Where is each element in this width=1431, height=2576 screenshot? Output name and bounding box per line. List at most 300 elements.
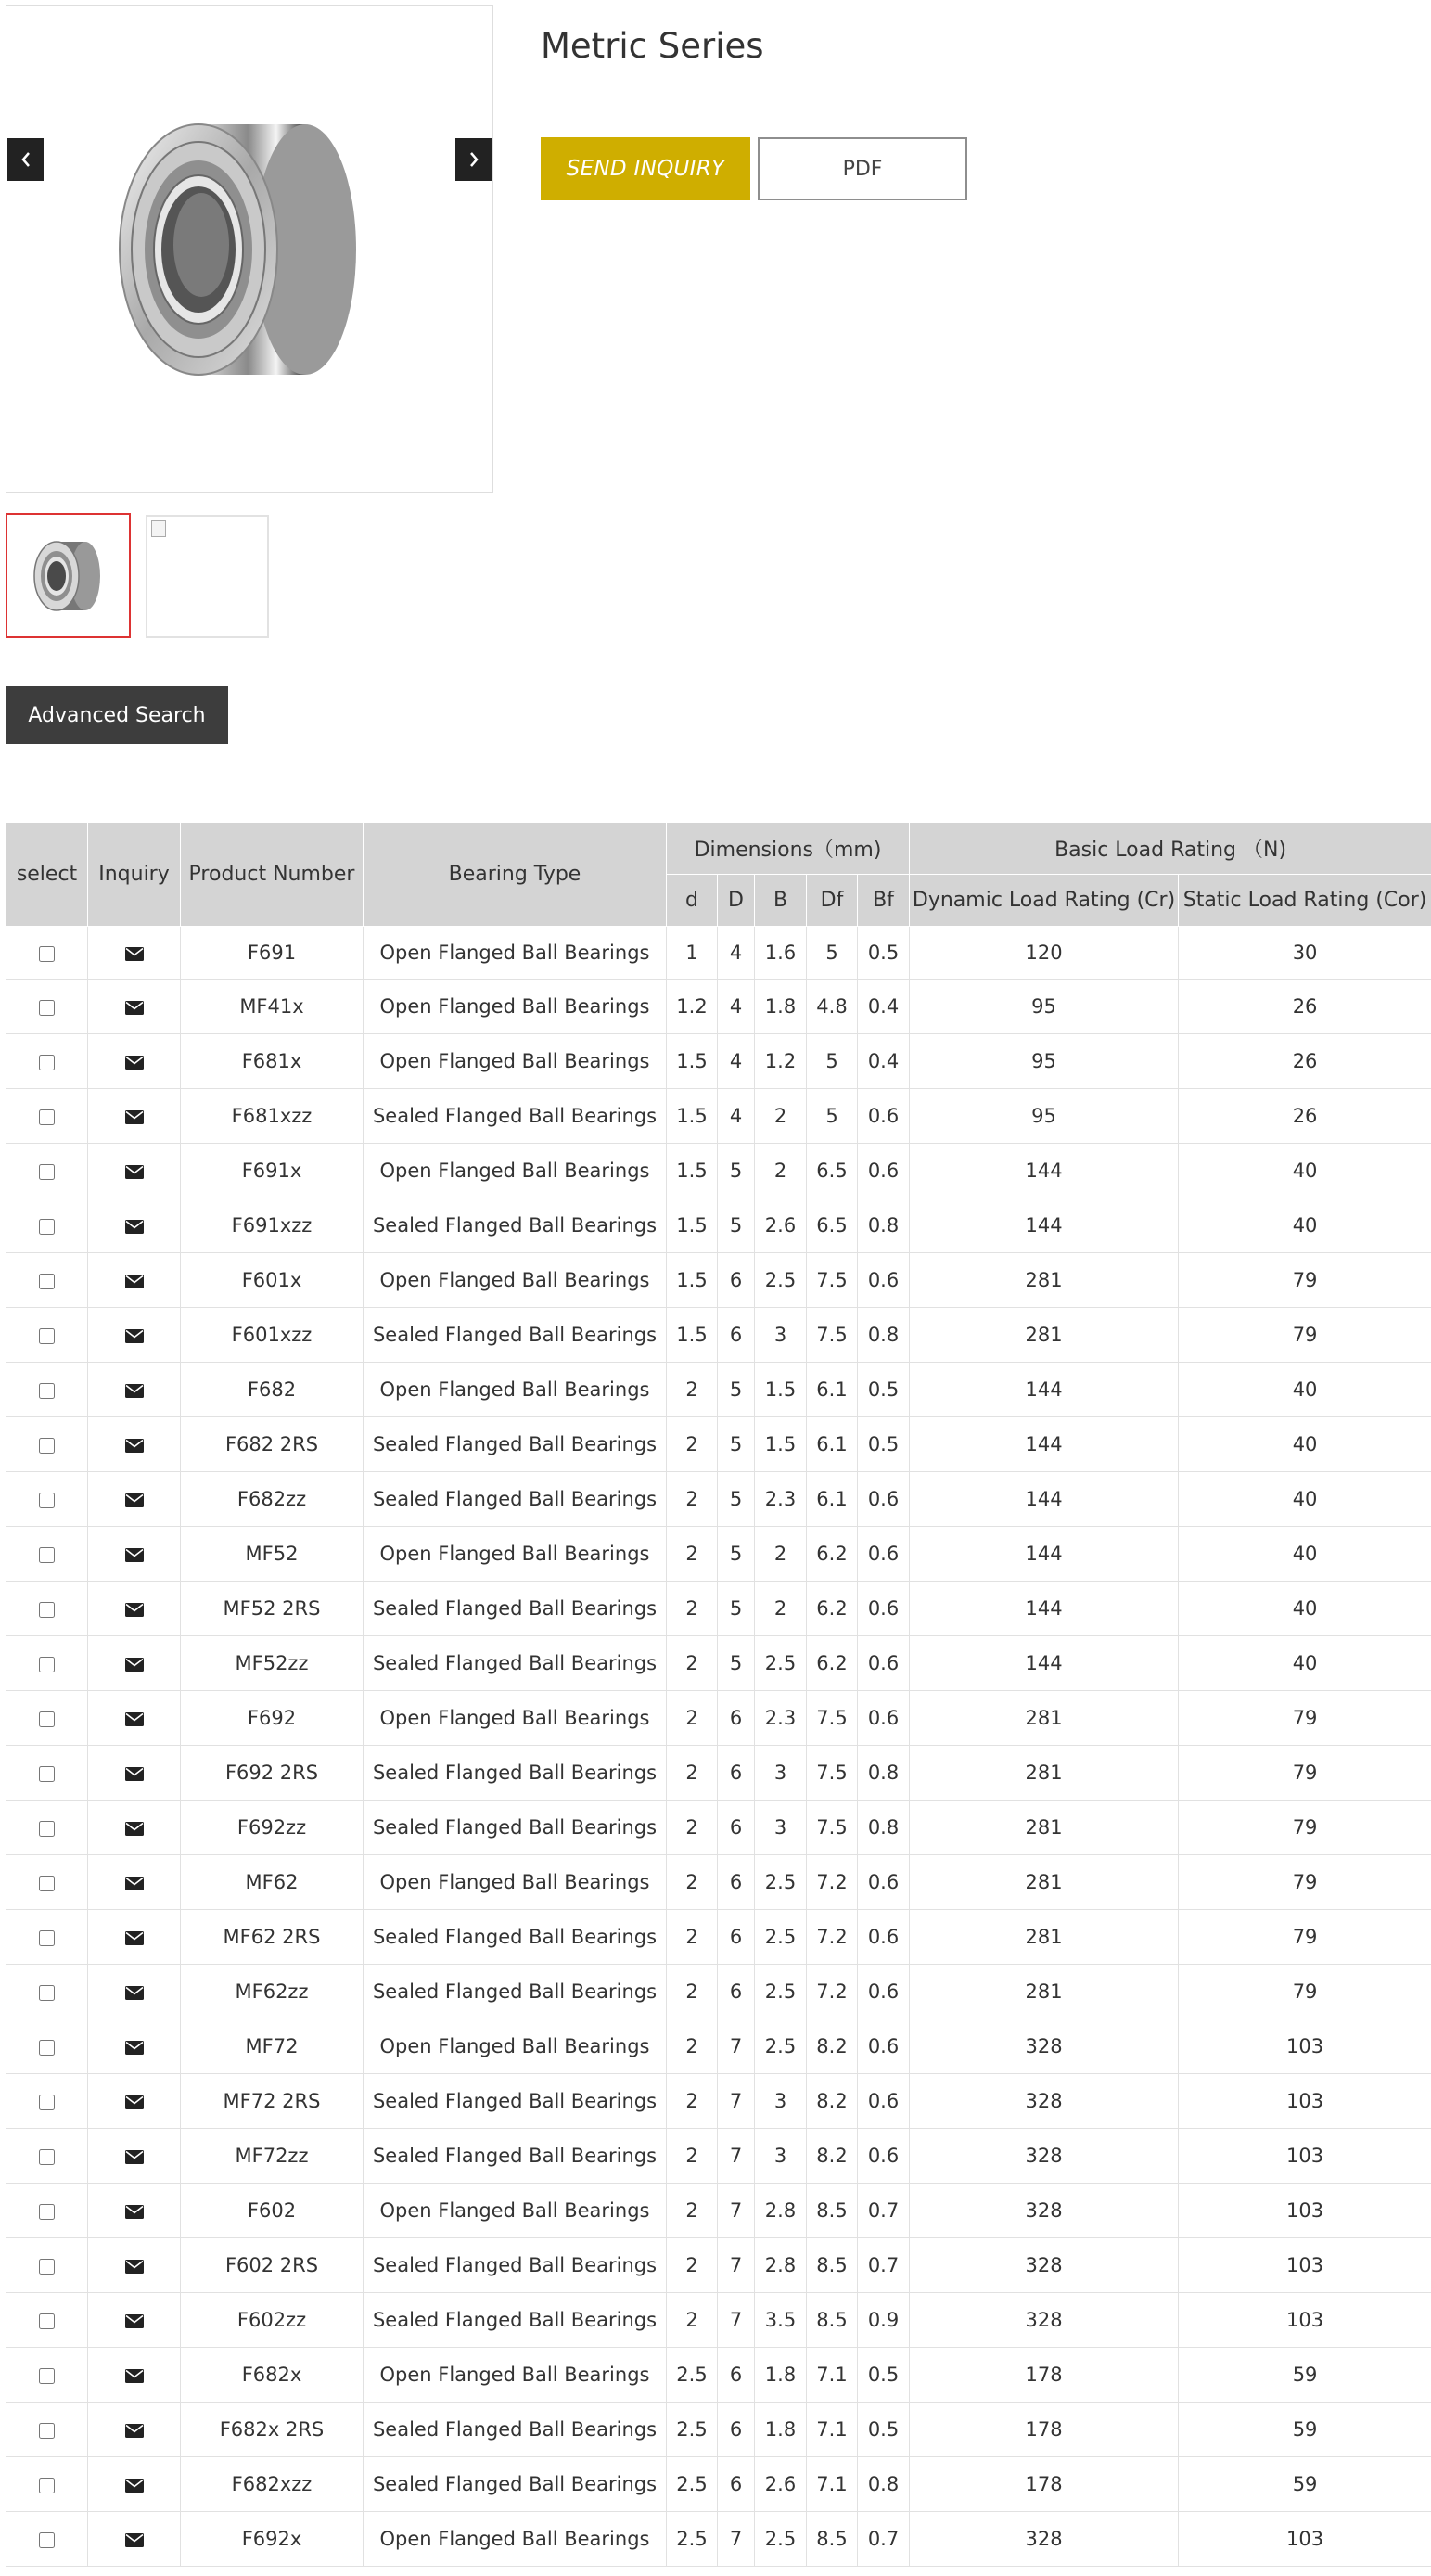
row-inquiry-button[interactable]: [125, 1050, 144, 1072]
cell-Bf: 0.6: [858, 1253, 910, 1308]
cell-select: [6, 1965, 88, 2019]
cell-dynamic-load: 120: [910, 927, 1179, 980]
cell-product-number: MF72 2RS: [181, 2074, 364, 2129]
cell-dynamic-load: 178: [910, 2457, 1179, 2512]
cell-dynamic-load: 281: [910, 1253, 1179, 1308]
envelope-icon: [125, 2150, 144, 2164]
cell-Df: 6.2: [807, 1527, 858, 1582]
cell-D: 5: [718, 1417, 755, 1472]
cell-inquiry[interactable]: [88, 2457, 181, 2512]
cell-select: [6, 1910, 88, 1965]
envelope-icon: [125, 2041, 144, 2055]
row-select-checkbox[interactable]: [39, 1821, 55, 1837]
thumbnail-2[interactable]: [146, 515, 269, 638]
cell-Df: 5: [807, 1089, 858, 1144]
cell-D: 6: [718, 1965, 755, 2019]
row-inquiry-button[interactable]: [125, 2145, 144, 2167]
cell-product-number: F682: [181, 1363, 364, 1417]
cell-inquiry[interactable]: [88, 1308, 181, 1363]
cell-inquiry[interactable]: [88, 2403, 181, 2457]
envelope-icon: [125, 1165, 144, 1179]
row-inquiry-button[interactable]: [125, 2364, 144, 2386]
cell-static-load: 103: [1179, 2238, 1431, 2293]
row-select-checkbox[interactable]: [39, 2040, 55, 2056]
cell-Bf: 0.6: [858, 1636, 910, 1691]
cell-inquiry[interactable]: [88, 1363, 181, 1417]
cell-B: 2.8: [755, 2184, 807, 2238]
envelope-icon: [125, 1110, 144, 1124]
cell-select: [6, 1308, 88, 1363]
envelope-icon: [125, 1931, 144, 1945]
row-select-checkbox[interactable]: [39, 1055, 55, 1070]
table-row: [6, 2184, 1431, 2238]
cell-D: 5: [718, 1582, 755, 1636]
cell-product-number: F682zz: [181, 1472, 364, 1527]
cell-select: [6, 1582, 88, 1636]
row-select-checkbox[interactable]: [39, 1164, 55, 1180]
thumbnail-1[interactable]: [6, 513, 131, 638]
cell-D: 5: [718, 1527, 755, 1582]
cell-select: [6, 2348, 88, 2403]
cell-static-load: 40: [1179, 1144, 1431, 1198]
row-inquiry-button[interactable]: [125, 2199, 144, 2222]
cell-static-load: 40: [1179, 1472, 1431, 1527]
cell-d: 2: [667, 1472, 718, 1527]
page-title: Metric Series: [541, 26, 764, 66]
cell-dynamic-load: 328: [910, 2512, 1179, 2567]
cell-D: 7: [718, 2074, 755, 2129]
cell-D: 5: [718, 1636, 755, 1691]
cell-inquiry[interactable]: [88, 2184, 181, 2238]
row-inquiry-button[interactable]: [125, 1597, 144, 1620]
cell-d: 2: [667, 1417, 718, 1472]
row-inquiry-button[interactable]: [125, 2309, 144, 2331]
cell-product-number: MF62: [181, 1855, 364, 1910]
cell-product-number: MF72zz: [181, 2129, 364, 2184]
bearing-product-photo: [110, 106, 379, 384]
cell-inquiry[interactable]: [88, 1910, 181, 1965]
cell-inquiry[interactable]: [88, 2129, 181, 2184]
row-select-checkbox[interactable]: [39, 2478, 55, 2493]
cell-bearing-type: Sealed Flanged Ball Bearings: [364, 1089, 667, 1144]
cell-inquiry[interactable]: [88, 2512, 181, 2567]
cell-inquiry[interactable]: [88, 2019, 181, 2074]
cell-B: 3.5: [755, 2293, 807, 2348]
row-inquiry-button[interactable]: [125, 2035, 144, 2057]
cell-static-load: 103: [1179, 2129, 1431, 2184]
row-select-checkbox[interactable]: [39, 946, 55, 962]
cell-bearing-type: Sealed Flanged Ball Bearings: [364, 1472, 667, 1527]
cell-bearing-type: Sealed Flanged Ball Bearings: [364, 2403, 667, 2457]
cell-inquiry[interactable]: [88, 1746, 181, 1801]
row-select-checkbox[interactable]: [39, 2423, 55, 2439]
cell-static-load: 79: [1179, 1801, 1431, 1855]
row-inquiry-button[interactable]: [125, 1926, 144, 1948]
envelope-icon: [125, 2260, 144, 2274]
row-inquiry-button[interactable]: [125, 1762, 144, 1784]
cell-d: 2.5: [667, 2403, 718, 2457]
cell-bearing-type: Open Flanged Ball Bearings: [364, 2184, 667, 2238]
cell-bearing-type: Open Flanged Ball Bearings: [364, 1691, 667, 1746]
cell-inquiry[interactable]: [88, 1144, 181, 1198]
cell-dynamic-load: 178: [910, 2403, 1179, 2457]
cell-inquiry[interactable]: [88, 1472, 181, 1527]
cell-Bf: 0.6: [858, 1527, 910, 1582]
cell-select: [6, 1527, 88, 1582]
row-select-checkbox[interactable]: [39, 1109, 55, 1125]
cell-d: 2: [667, 1910, 718, 1965]
cell-inquiry[interactable]: [88, 927, 181, 980]
cell-B: 1.5: [755, 1417, 807, 1472]
cell-product-number: F681xzz: [181, 1089, 364, 1144]
cell-D: 7: [718, 2293, 755, 2348]
table-row: [6, 2129, 1431, 2184]
row-select-checkbox[interactable]: [39, 1219, 55, 1235]
row-inquiry-button[interactable]: [125, 1378, 144, 1401]
broken-image-icon: [151, 520, 166, 537]
row-select-checkbox[interactable]: [39, 2095, 55, 2110]
header-select: select: [6, 823, 88, 927]
row-inquiry-button[interactable]: [125, 2090, 144, 2112]
carousel-next-button[interactable]: [455, 138, 492, 181]
cell-d: 1.5: [667, 1253, 718, 1308]
cell-product-number: F682xzz: [181, 2457, 364, 2512]
cell-dynamic-load: 281: [910, 1855, 1179, 1910]
cell-inquiry[interactable]: [88, 2074, 181, 2129]
cell-dynamic-load: 95: [910, 980, 1179, 1034]
row-inquiry-button[interactable]: [125, 1160, 144, 1182]
advanced-search-button[interactable]: Advanced Search: [6, 686, 228, 744]
cell-Bf: 0.6: [858, 1472, 910, 1527]
table-row: [6, 2457, 1431, 2512]
cell-d: 2: [667, 1855, 718, 1910]
cell-bearing-type: Open Flanged Ball Bearings: [364, 980, 667, 1034]
cell-Df: 7.5: [807, 1308, 858, 1363]
cell-d: 1.5: [667, 1198, 718, 1253]
cell-Df: 7.1: [807, 2457, 858, 2512]
cell-dynamic-load: 178: [910, 2348, 1179, 2403]
cell-d: 2: [667, 2184, 718, 2238]
cell-Df: 8.5: [807, 2238, 858, 2293]
row-select-checkbox[interactable]: [39, 1766, 55, 1782]
table-row: [6, 1363, 1431, 1417]
cell-inquiry[interactable]: [88, 2293, 181, 2348]
cell-inquiry[interactable]: [88, 1253, 181, 1308]
row-inquiry-button[interactable]: [125, 1105, 144, 1127]
row-inquiry-button[interactable]: [125, 1652, 144, 1674]
cell-d: 1.2: [667, 980, 718, 1034]
cell-dynamic-load: 328: [910, 2129, 1179, 2184]
cell-dynamic-load: 328: [910, 2184, 1179, 2238]
row-select-checkbox[interactable]: [39, 1711, 55, 1727]
cell-B: 2.8: [755, 2238, 807, 2293]
cell-B: 1.2: [755, 1034, 807, 1089]
table-row: [6, 1582, 1431, 1636]
cell-D: 7: [718, 2512, 755, 2567]
cell-D: 4: [718, 1089, 755, 1144]
cell-dynamic-load: 328: [910, 2074, 1179, 2129]
cell-B: 2.3: [755, 1691, 807, 1746]
cell-dynamic-load: 144: [910, 1144, 1179, 1198]
row-inquiry-button[interactable]: [125, 2254, 144, 2276]
envelope-icon: [125, 1001, 144, 1015]
cell-B: 1.6: [755, 927, 807, 980]
cell-dynamic-load: 144: [910, 1636, 1179, 1691]
row-select-checkbox[interactable]: [39, 1547, 55, 1563]
cell-static-load: 103: [1179, 2074, 1431, 2129]
cell-bearing-type: Open Flanged Ball Bearings: [364, 2348, 667, 2403]
cell-D: 7: [718, 2129, 755, 2184]
cell-inquiry[interactable]: [88, 1089, 181, 1144]
cell-product-number: F692: [181, 1691, 364, 1746]
cell-dynamic-load: 281: [910, 1691, 1179, 1746]
cell-bearing-type: Sealed Flanged Ball Bearings: [364, 2238, 667, 2293]
cell-static-load: 40: [1179, 1198, 1431, 1253]
table-row: [6, 1801, 1431, 1855]
table-row: [6, 1855, 1431, 1910]
row-select-checkbox[interactable]: [39, 1438, 55, 1454]
cell-d: 2: [667, 1965, 718, 2019]
cell-inquiry[interactable]: [88, 1801, 181, 1855]
cell-inquiry[interactable]: [88, 1198, 181, 1253]
bearing-thumbnail-photo: [32, 536, 106, 616]
cell-Bf: 0.8: [858, 1198, 910, 1253]
table-row: [6, 1965, 1431, 2019]
cell-product-number: F601x: [181, 1253, 364, 1308]
row-inquiry-button[interactable]: [125, 1816, 144, 1839]
cell-Df: 6.1: [807, 1417, 858, 1472]
cell-product-number: MF52zz: [181, 1636, 364, 1691]
row-inquiry-button[interactable]: [125, 1488, 144, 1510]
cell-static-load: 59: [1179, 2457, 1431, 2512]
cell-D: 5: [718, 1363, 755, 1417]
envelope-icon: [125, 947, 144, 961]
row-inquiry-button[interactable]: [125, 995, 144, 1018]
row-inquiry-button[interactable]: [125, 942, 144, 964]
row-inquiry-button[interactable]: [125, 1433, 144, 1455]
row-select-checkbox[interactable]: [39, 2149, 55, 2165]
cell-product-number: MF62zz: [181, 1965, 364, 2019]
cell-dynamic-load: 144: [910, 1417, 1179, 1472]
cell-B: 2.5: [755, 1965, 807, 2019]
product-main-image: [6, 5, 493, 493]
cell-D: 6: [718, 1253, 755, 1308]
cell-Bf: 0.4: [858, 1034, 910, 1089]
cell-Df: 6.1: [807, 1472, 858, 1527]
cell-static-load: 59: [1179, 2403, 1431, 2457]
table-row: [6, 1417, 1431, 1472]
cell-product-number: MF41x: [181, 980, 364, 1034]
row-select-checkbox[interactable]: [39, 1383, 55, 1399]
row-inquiry-button[interactable]: [125, 1707, 144, 1729]
cell-bearing-type: Sealed Flanged Ball Bearings: [364, 1636, 667, 1691]
carousel-prev-button[interactable]: [7, 138, 44, 181]
header-dynamic-load: Dynamic Load Rating (Cr): [910, 875, 1179, 927]
cell-bearing-type: Sealed Flanged Ball Bearings: [364, 1965, 667, 2019]
cell-d: 2: [667, 2074, 718, 2129]
cell-Df: 7.5: [807, 1801, 858, 1855]
row-inquiry-button[interactable]: [125, 1980, 144, 2003]
cell-bearing-type: Open Flanged Ball Bearings: [364, 1034, 667, 1089]
cell-D: 7: [718, 2238, 755, 2293]
cell-dynamic-load: 328: [910, 2293, 1179, 2348]
row-inquiry-button[interactable]: [125, 1269, 144, 1291]
cell-static-load: 79: [1179, 1855, 1431, 1910]
row-inquiry-button[interactable]: [125, 2528, 144, 2550]
cell-B: 2.5: [755, 1910, 807, 1965]
cell-static-load: 40: [1179, 1417, 1431, 1472]
cell-D: 6: [718, 1308, 755, 1363]
cell-select: [6, 2457, 88, 2512]
cell-d: 1.5: [667, 1308, 718, 1363]
cell-inquiry[interactable]: [88, 1965, 181, 2019]
cell-d: 2: [667, 1636, 718, 1691]
row-inquiry-button[interactable]: [125, 1543, 144, 1565]
cell-inquiry[interactable]: [88, 1034, 181, 1089]
cell-D: 6: [718, 2348, 755, 2403]
cell-static-load: 103: [1179, 2019, 1431, 2074]
row-select-checkbox[interactable]: [39, 2313, 55, 2329]
row-select-checkbox[interactable]: [39, 2204, 55, 2220]
cell-product-number: F682x 2RS: [181, 2403, 364, 2457]
cell-D: 7: [718, 2019, 755, 2074]
row-inquiry-button[interactable]: [125, 1214, 144, 1237]
cell-d: 1.5: [667, 1034, 718, 1089]
table-row: [6, 927, 1431, 980]
cell-bearing-type: Sealed Flanged Ball Bearings: [364, 2293, 667, 2348]
cell-D: 6: [718, 1691, 755, 1746]
cell-select: [6, 1801, 88, 1855]
envelope-icon: [125, 1712, 144, 1726]
cell-Df: 8.2: [807, 2019, 858, 2074]
cell-Bf: 0.6: [858, 1855, 910, 1910]
cell-d: 2.5: [667, 2512, 718, 2567]
cell-B: 1.8: [755, 2403, 807, 2457]
cell-inquiry[interactable]: [88, 2238, 181, 2293]
cell-Df: 5: [807, 927, 858, 980]
cell-Df: 7.2: [807, 1910, 858, 1965]
table-row: [6, 1089, 1431, 1144]
envelope-icon: [125, 1439, 144, 1453]
cell-product-number: F602: [181, 2184, 364, 2238]
cell-static-load: 79: [1179, 1746, 1431, 1801]
cell-Bf: 0.8: [858, 2457, 910, 2512]
cell-inquiry[interactable]: [88, 1855, 181, 1910]
cell-B: 2.6: [755, 1198, 807, 1253]
cell-dynamic-load: 281: [910, 1308, 1179, 1363]
cell-D: 5: [718, 1198, 755, 1253]
cell-dynamic-load: 281: [910, 1746, 1179, 1801]
cell-Bf: 0.8: [858, 1746, 910, 1801]
row-select-checkbox[interactable]: [39, 1930, 55, 1946]
cell-d: 1.5: [667, 1144, 718, 1198]
table-row: [6, 2293, 1431, 2348]
row-select-checkbox[interactable]: [39, 1657, 55, 1672]
cell-static-load: 79: [1179, 1965, 1431, 2019]
cell-d: 2: [667, 1582, 718, 1636]
cell-B: 2.3: [755, 1472, 807, 1527]
header-static-load: Static Load Rating (Cor): [1179, 875, 1431, 927]
cell-bearing-type: Open Flanged Ball Bearings: [364, 1253, 667, 1308]
envelope-icon: [125, 1658, 144, 1672]
header-bearing-type: Bearing Type: [364, 823, 667, 927]
cell-static-load: 79: [1179, 1691, 1431, 1746]
cell-inquiry[interactable]: [88, 2348, 181, 2403]
cell-inquiry[interactable]: [88, 980, 181, 1034]
cell-B: 2: [755, 1144, 807, 1198]
envelope-icon: [125, 1329, 144, 1343]
row-select-checkbox[interactable]: [39, 1985, 55, 2001]
row-select-checkbox[interactable]: [39, 1274, 55, 1289]
cell-B: 3: [755, 1801, 807, 1855]
row-inquiry-button[interactable]: [125, 1871, 144, 1893]
cell-inquiry[interactable]: [88, 1691, 181, 1746]
cell-static-load: 40: [1179, 1636, 1431, 1691]
header-Bf: Bf: [858, 875, 910, 927]
send-inquiry-button[interactable]: SEND INQUIRY: [541, 137, 750, 200]
row-select-checkbox[interactable]: [39, 1493, 55, 1508]
cell-select: [6, 1144, 88, 1198]
row-inquiry-button[interactable]: [125, 2473, 144, 2495]
row-select-checkbox[interactable]: [39, 1328, 55, 1344]
pdf-button[interactable]: PDF: [758, 137, 967, 200]
cell-inquiry[interactable]: [88, 1636, 181, 1691]
cell-inquiry[interactable]: [88, 1582, 181, 1636]
cell-static-load: 26: [1179, 1089, 1431, 1144]
cell-Bf: 0.5: [858, 1363, 910, 1417]
cell-select: [6, 2074, 88, 2129]
row-select-checkbox[interactable]: [39, 1000, 55, 1016]
cell-select: [6, 2184, 88, 2238]
row-inquiry-button[interactable]: [125, 2418, 144, 2441]
chevron-right-icon: [467, 150, 480, 169]
cell-D: 6: [718, 1910, 755, 1965]
row-select-checkbox[interactable]: [39, 2368, 55, 2384]
cell-bearing-type: Sealed Flanged Ball Bearings: [364, 1582, 667, 1636]
cell-Df: 6.5: [807, 1144, 858, 1198]
envelope-icon: [125, 1384, 144, 1398]
cell-Df: 8.2: [807, 2074, 858, 2129]
cell-Df: 7.1: [807, 2403, 858, 2457]
row-inquiry-button[interactable]: [125, 1324, 144, 1346]
cell-inquiry[interactable]: [88, 1417, 181, 1472]
cell-product-number: MF62 2RS: [181, 1910, 364, 1965]
envelope-icon: [125, 2479, 144, 2493]
cell-Df: 7.5: [807, 1746, 858, 1801]
cell-D: 4: [718, 927, 755, 980]
cell-bearing-type: Open Flanged Ball Bearings: [364, 1363, 667, 1417]
row-select-checkbox[interactable]: [39, 1876, 55, 1891]
cell-dynamic-load: 281: [910, 1801, 1179, 1855]
cell-product-number: F681x: [181, 1034, 364, 1089]
cell-select: [6, 1417, 88, 1472]
cell-d: 2: [667, 1363, 718, 1417]
cell-select: [6, 1253, 88, 1308]
cell-select: [6, 1034, 88, 1089]
cell-select: [6, 2129, 88, 2184]
cell-B: 2: [755, 1527, 807, 1582]
cell-inquiry[interactable]: [88, 1527, 181, 1582]
row-select-checkbox[interactable]: [39, 2532, 55, 2548]
cell-dynamic-load: 144: [910, 1198, 1179, 1253]
row-select-checkbox[interactable]: [39, 1602, 55, 1618]
cell-Bf: 0.7: [858, 2238, 910, 2293]
cell-product-number: F692x: [181, 2512, 364, 2567]
envelope-icon: [125, 1548, 144, 1562]
cell-static-load: 26: [1179, 1034, 1431, 1089]
cell-product-number: F692 2RS: [181, 1746, 364, 1801]
row-select-checkbox[interactable]: [39, 2259, 55, 2275]
